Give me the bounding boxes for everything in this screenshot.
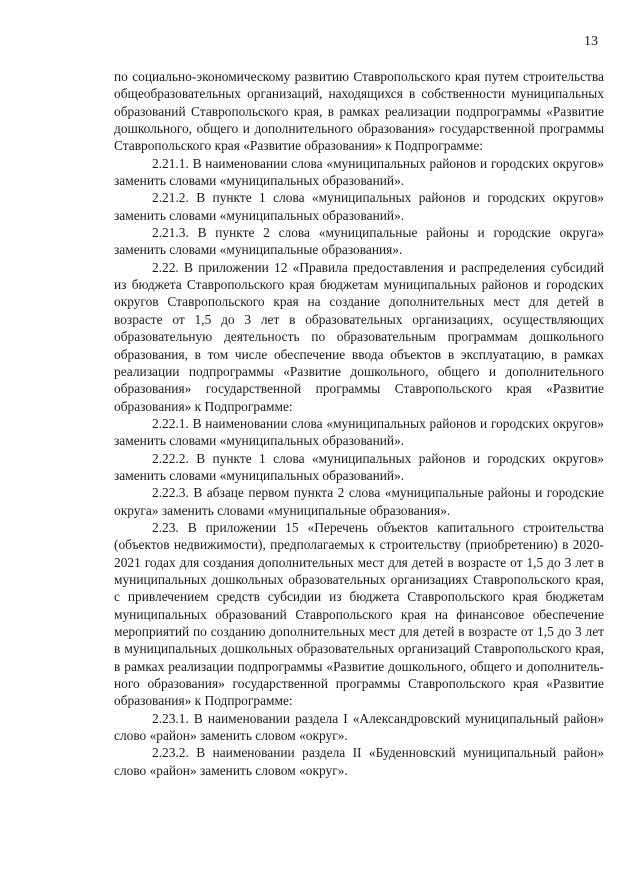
paragraph-continuation: по социально-экономическому развитию Ставропольского края путем строительства общеобразовательных организаций, находящихся в собственности муниципальных образований Ставропольского края, в рамках реализации подпрограммы «Развитие дошкольного, общего и дополнительного образования» государственной программы Ставропольского края «Развитие образования» к Подпрограмме: — [114, 69, 604, 154]
page-number: 13 — [584, 34, 598, 49]
paragraph-2-21-2: 2.21.2. В пункте 1 слова «муниципальных районов и городских округов» заменить словами «муниципальных образований». — [114, 190, 604, 223]
paragraph-2-21-3: 2.21.3. В пункте 2 слова «муниципальные районы и городские округа» заменить словами «муниципальные образования». — [114, 225, 604, 258]
paragraph-2-23: 2.23. В приложении 15 «Перечень объектов капитального строительства (объектов недвижимости), предполагаемых к строительству (приобретению) в 2020-2021 годах для создания дополнительных мест для детей в возрасте от 1,5 до 3 лет в муниципальных дошкольных образовательных организациях Ставропольского края, с привлечением средств субсидии из бюджета Ставропольского края бюджетам муниципальных образований Ставропольского края на финансовое обеспечение мероприятий по созданию дополнительных мест для детей в возрасте от 1,5 до 3 лет в муниципальных дошкольных образовательных организаций Ставропольского края, в рамках реализации подпрограммы «Развитие дошкольного, общего и дополнительного образования» государственной программы Ставропольского края «Развитие образования» к Подпрограмме: — [114, 519, 604, 709]
document-body — [114, 68, 604, 779]
paragraph-2-22-1: 2.22.1. В наименовании слова «муниципальных районов и городских округов» заменить словами «муниципальных образований». — [114, 415, 604, 449]
paragraph-2-23-1: 2.23.1. В наименовании раздела I «Александровский муниципальный район» слово «район» заменить словом «округ». — [114, 710, 604, 744]
paragraph-2-21-1: 2.21.1. В наименовании слова «муниципальных районов и городских округов» заменить словами «муниципальных образований». — [114, 155, 604, 189]
paragraph-2-23-2: 2.23.2. В наименовании раздела II «Буденновский муниципальный район» слово «район» заменить словом «округ». — [114, 745, 604, 778]
paragraph-2-22: 2.22. В приложении 12 «Правила предоставления и распределения субсидий из бюджета Ставропольского края бюджетам муниципальных районов и городских округов Ставропольского края на создание дополнительных мест для детей в возрасте от 1,5 до 3 лет в образовательных организациях, осуществляющих образовательную деятельность по образовательным программам дошкольного образования, в том числе обеспечение ввода объектов в эксплуатацию, в рамках реализации подпрограммы «Развитие дошкольного, общего и дополнительного образования» государственной программы Ставропольского края «Развитие образования» к Подпрограмме: — [114, 259, 604, 414]
paragraph-2-22-3: 2.22.3. В абзаце первом пункта 2 слова «муниципальные районы и городские округа» заменить словами «муниципальные образования». — [114, 485, 604, 518]
paragraph-2-22-2: 2.22.2. В пункте 1 слова «муниципальных районов и городских округов» заменить словами «муниципальных образований». — [114, 450, 604, 483]
